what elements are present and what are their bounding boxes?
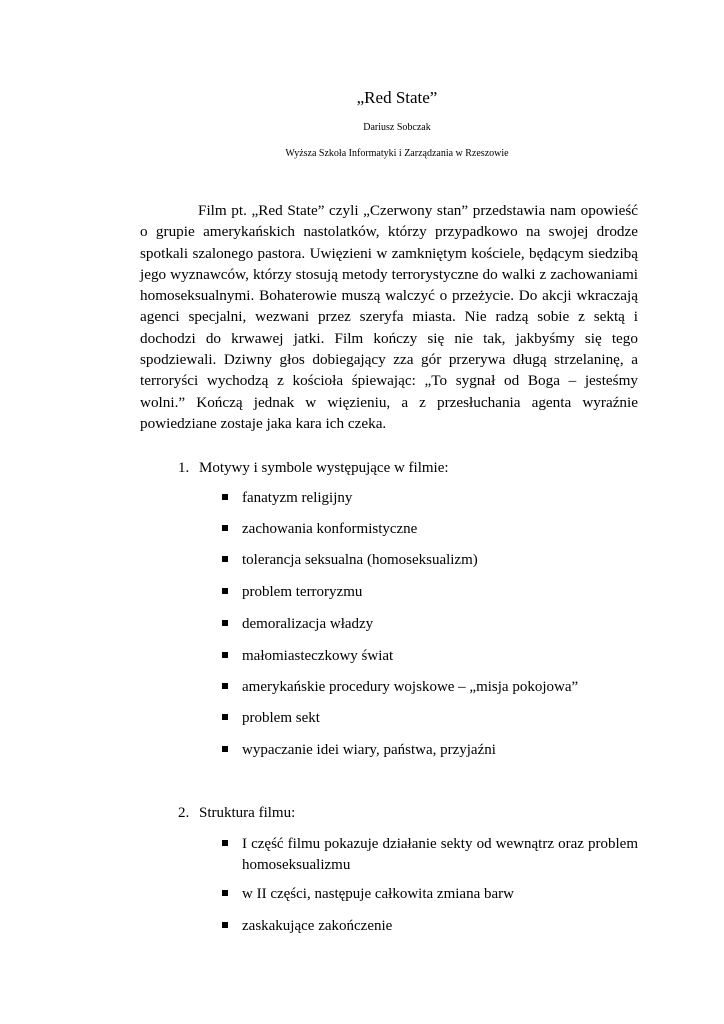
bullet-square-icon [222, 556, 228, 562]
bullet-square-icon [222, 525, 228, 531]
bullet-square-icon [222, 890, 228, 896]
section-number: 1. [178, 460, 190, 476]
bullet-square-icon [222, 683, 228, 689]
list-item: tolerancja seksualna (homoseksualizm) [222, 550, 638, 571]
list-item: amerykańskie procedury wojskowe – „misja pokojowa” [222, 677, 638, 698]
body-paragraph: Film pt. „Red State” czyli „Czerwony stan” przedstawia nam opowieść o grupie amerykańskich nastolatków, którzy przypadkowo na swojej drodze spotkali szalonego pastora. Uwięzieni w zamkniętym kościele, będącym siedzibą jego wyznawców, którzy stosują metody terrorystyczne do walki z zachowaniami homoseksualnymi. Bohaterowie muszą walczyć o przeżycie. Do akcji wkraczają agenci specjalni, wezwani przez szeryfa miasta. Nie radzą sobie z sektą i dochodzi do krwawej jatki. Film kończy się nie tak, jakbyśmy się tego spodziewali. Dziwny głos dobiegający zza gór przerywa długą strzelaninę, a terroryści wychodzą z kościoła śpiewając: „To sygnał od Boga – jesteśmy wolni.” Kończą jednak w więzieniu, a z przesłuchania agenta wyraźnie powiedziane zostaje jaka kara ich czeka. [140, 202, 638, 432]
bullet-square-icon [222, 840, 228, 846]
list-item: małomiasteczkowy świat [222, 646, 638, 667]
list-item: zachowania konformistyczne [222, 519, 638, 540]
document-title: „Red State” [356, 88, 438, 107]
bullet-square-icon [222, 652, 228, 658]
bullet-square-icon [222, 588, 228, 594]
bullet-square-icon [222, 494, 228, 500]
section-1-heading [178, 458, 449, 478]
list-item: problem sekt [222, 708, 638, 729]
list-item: fanatyzm religijny [222, 488, 638, 509]
section-heading-text: Motywy i symbole występujące w filmie: [199, 460, 449, 476]
list-item: demoralizacja władzy [222, 614, 638, 635]
list-item: zaskakujące zakończenie [222, 916, 638, 937]
list-item: wypaczanie idei wiary, państwa, przyjaźni [222, 740, 638, 761]
bullet-square-icon [222, 922, 228, 928]
section-heading-text: Struktura filmu: [199, 805, 296, 821]
author-name: Dariusz Sobczak [363, 122, 431, 133]
bullet-square-icon [222, 746, 228, 752]
section-number: 2. [178, 805, 190, 821]
school-name: Wyższa Szkoła Informatyki i Zarządzania w Rzeszowie [285, 148, 509, 159]
list-item: w II części, następuje całkowita zmiana barw [222, 884, 638, 905]
bullet-square-icon [222, 620, 228, 626]
list-item: problem terroryzmu [222, 582, 638, 603]
bullet-square-icon [222, 714, 228, 720]
list-item: I część filmu pokazuje działanie sekty od wewnątrz oraz problem homoseksualizmu [222, 834, 638, 876]
section-2-heading [178, 803, 295, 823]
